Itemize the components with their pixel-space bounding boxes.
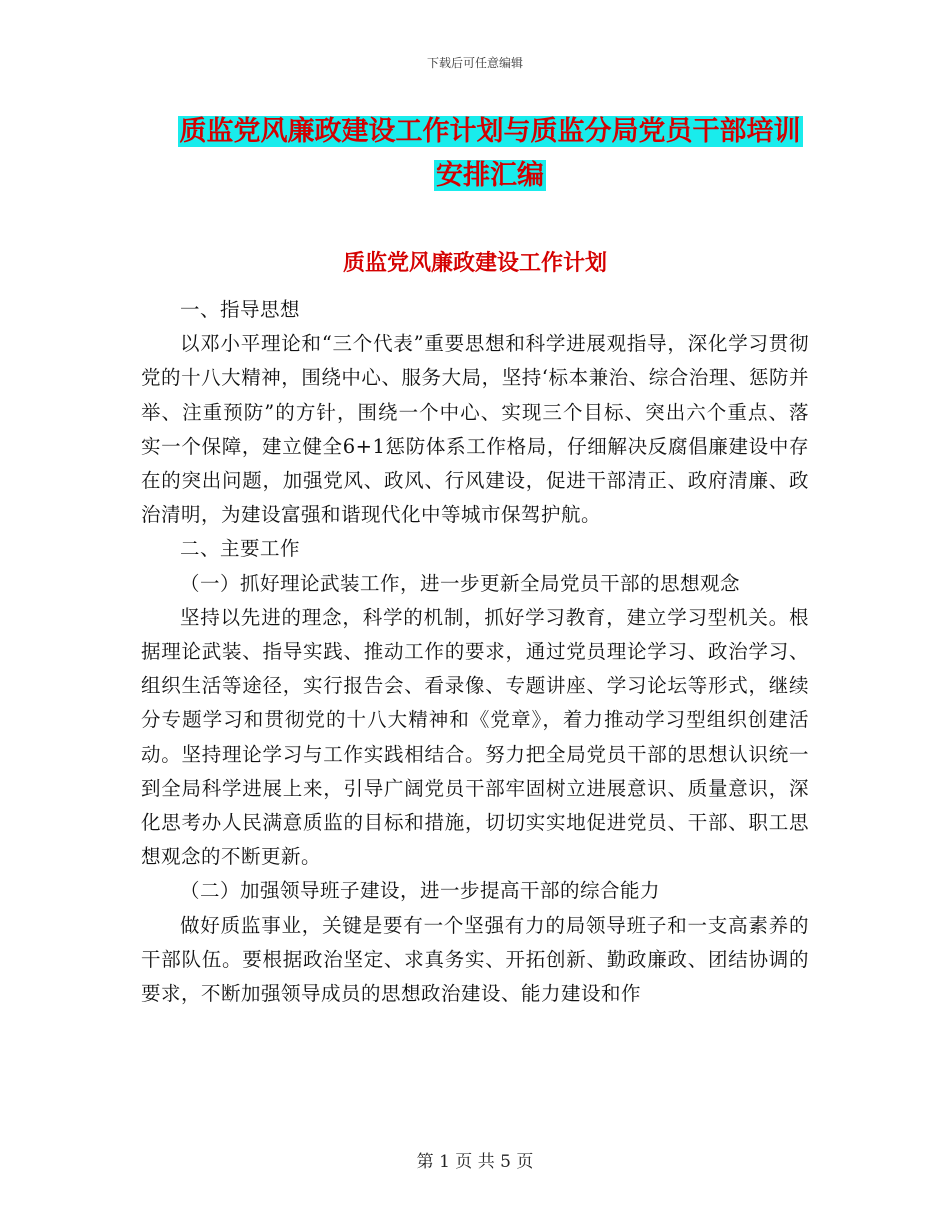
paragraph-leadership: 做好质监事业，关键是要有一个坚强有力的局领导班子和一支高素养的干部队伍。要根据政治坚定、求真务实、开拓创新、勤政廉政、团结协调的要求，不断加强领导成员的思想政治建设、能力建设和作 [141, 913, 809, 1006]
subheading-leadership: （二）加强领导班子建设，进一步提高干部的综合能力 [180, 879, 661, 903]
header-note: 下载后可任意编辑 [426, 56, 523, 70]
document-title [140, 110, 840, 198]
document-title-line-2: 安排汇编 [436, 160, 544, 191]
page-footer: 第 1 页 共 5 页 [416, 1152, 534, 1172]
document-title-line-1: 质监党风廉政建设工作计划与质监分局党员干部培训 [179, 116, 801, 147]
section-title: 质监党风廉政建设工作计划 [342, 251, 607, 276]
heading-main-work: 二、主要工作 [180, 537, 301, 561]
paragraph-theory: 坚持以先进的理念，科学的机制，抓好学习教育，建立学习型机关。根据理论武装、指导实践、推动工作的要求，通过党员理论学习、政治学习、组织生活等途径，实行报告会、看录像、专题讲座、学习论坛等形式，继续分专题学习和贯彻党的十八大精神和《党章》，着力推动学习型组织创建活动。坚持理论学习与工作实践相结合。努力把全局党员干部的思想认识统一到全局科学进展上来，引导广阔党员干部牢固树立进展意识、质量意识，深化思考办人民满意质监的目标和措施，切切实实地促进党员、干部、职工思想观念的不断更新。 [141, 605, 809, 869]
heading-guiding-thought: 一、指导思想 [180, 298, 301, 321]
paragraph-guiding-thought: 以邓小平理论和“三个代表”重要思想和科学进展观指导，深化学习贯彻党的十八大精神，围绕中心、服务大局，坚持‘标本兼治、综合治理、惩防并举、注重预防”的方针，围绕一个中心、实现三个目标、突出六个重点、落实一个保障，建立健全6+1惩防体系工作格局，仔细解决反腐倡廉建设中存在的突出问题，加强党风、政风、行风建设，促进干部清正、政府清廉、政治清明，为建设富强和谐现代化中等城市保驾护航。 [141, 332, 809, 527]
document-body [141, 293, 809, 1011]
subheading-theory: （一）抓好理论武装工作，进一步更新全局党员干部的思想观念 [180, 571, 741, 595]
